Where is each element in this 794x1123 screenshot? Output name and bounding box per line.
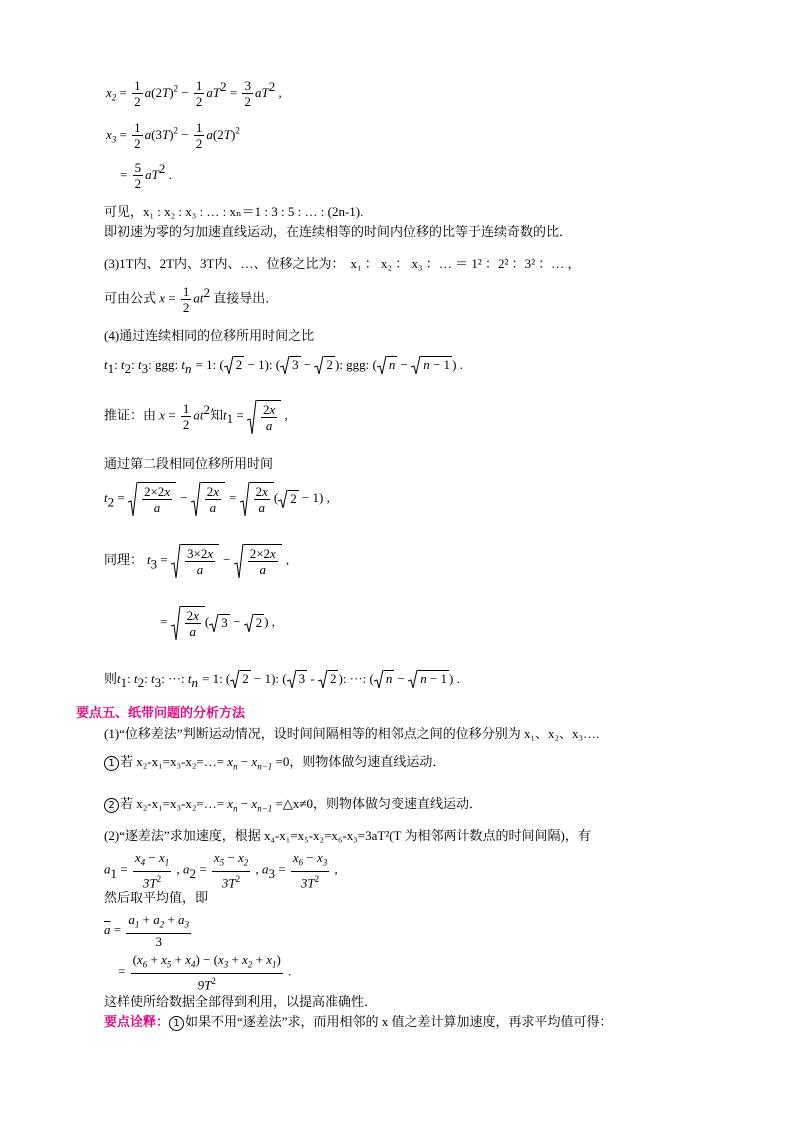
use-text: 这样使所给数据全部得到利用，以提高准确性．: [104, 994, 378, 1009]
proof-line: 推证：由 x = $\frac{1}{2}$ $at^2$知$t_1$ = $\frac{2x}{a}$ ,: [104, 401, 288, 433]
conclusion-text: 即初速为零的匀加速直线运动，在连续相等的时间内位移的比等于连续奇数的比．: [104, 224, 573, 239]
formula-x3-result: = $\frac{5}{2}$ $aT^2$ .: [120, 160, 172, 191]
conclusion-ratio: 可见，x₁ : x₂ : x₃ : … : xₙ＝1 : 3 : 5 : … : (2n-1).: [104, 204, 364, 219]
formula-a-values: $a_1$ = $\frac{x_4 - x_1}{3T^2}$ , $a_2$ = $\frac{x_5 - x_2}{3T^2}$ , $a_3$ = $\frac{x_6 - x_3}{3T^2}$ ,: [104, 850, 338, 890]
formula-t3-result: = $\frac{2x}{a}$ ( 3 − 2 ) ,: [160, 608, 275, 639]
p2-text: (2)“逐差法”求加速度，根据 x₄-x₁=x₅-x₂=x₆-x₃=3aT²(T 为相邻两计数点的时间间隔)，有: [104, 828, 591, 843]
item4-formula: $t_1$: $t_2$: $t_3$: ggg: $t_n = 1$: ( 2 − 1): ( 3 − 2 ): ggg: ( n − n − 1 ) .: [104, 357, 463, 377]
item3-derive: 可由公式 x = $\frac{1}{2}$ $at^2$ 直接导出．: [104, 284, 279, 315]
circled-number-1-note: 1: [169, 1016, 184, 1031]
item3-line: (3)1T内、2T内、3T内、…、位移之比为： x₁ ： x₂ ： x₃ ：… ＝ 1² ：2² ：3² ：… ，: [104, 256, 581, 271]
formula-x3: $x_3$ = $\frac{1}{2}$ $a(3T)^2$ − $\frac{1}{2}$ $a(2T)^2$: [106, 120, 240, 151]
note-label: 要点诠释：: [104, 1014, 170, 1029]
formula-t3: 同理： $t_3$ = $\frac{3\times 2x}{a}$ − $\frac{2\times 2x}{a}$ ,: [104, 546, 290, 577]
avg-text: 然后取平均值，即: [104, 890, 209, 905]
section-heading: 要点五、纸带问题的分析方法: [76, 705, 246, 720]
formula-x2: $x_2$ = $\frac{1}{2}$ $a(2T)^2$ − $\frac{1}{2}$ $aT^2$ = $\frac{3}{2}$ $aT^2$ ,: [106, 78, 282, 109]
second-segment: 通过第二段相同位移所用时间: [104, 456, 274, 471]
circled-number-1: 1: [104, 756, 119, 771]
item4-title: (4)通过连续相同的位移所用时间之比: [104, 328, 315, 343]
p1-text: (1)“位移差法”判断运动情况，设时间间隔相等的相邻点之间的位移分别为 x₁、x₂、x₃….: [104, 726, 600, 741]
formula-avg: $\overline{a}$ = $\frac{a_1 + a_2 + a_3}{3}$: [104, 912, 190, 949]
note-line: 要点诠释： 1 如果不用“逐差法”求，而用相邻的 x 值之差计算加速度，再求平均值可得：: [104, 1014, 613, 1029]
p1b-line: 2 若 x₂-x₁=x₃-x₂=…= $x_n - x_{n-1}$ =△x≠0，则物体做匀变速直线运动．: [104, 796, 482, 817]
p1a-line: 1 若 x₂-x₁=x₃-x₂=…= $x_n - x_{n-1} =0$，则物体做匀速直线运动．: [104, 754, 445, 775]
circled-number-2: 2: [104, 798, 119, 813]
formula-avg-result: = $\frac{(x_6 + x_5 + x_4) - (x_3 + x_2 + x_1)}{9T^2}$ .: [118, 952, 292, 992]
formula-t2: $t_2$ = $\frac{2\times 2x}{a}$ − $\frac{2x}{a}$ = $\frac{2x}{a}$ ( 2 − 1) ,: [104, 484, 330, 515]
formula-then: 则$t_1$: $t_2$: $t_3$: ···: $t_n = 1$: ( 2 − 1): ( 3 - 2 ): ···: ( n − n − 1 ) .: [104, 671, 460, 691]
